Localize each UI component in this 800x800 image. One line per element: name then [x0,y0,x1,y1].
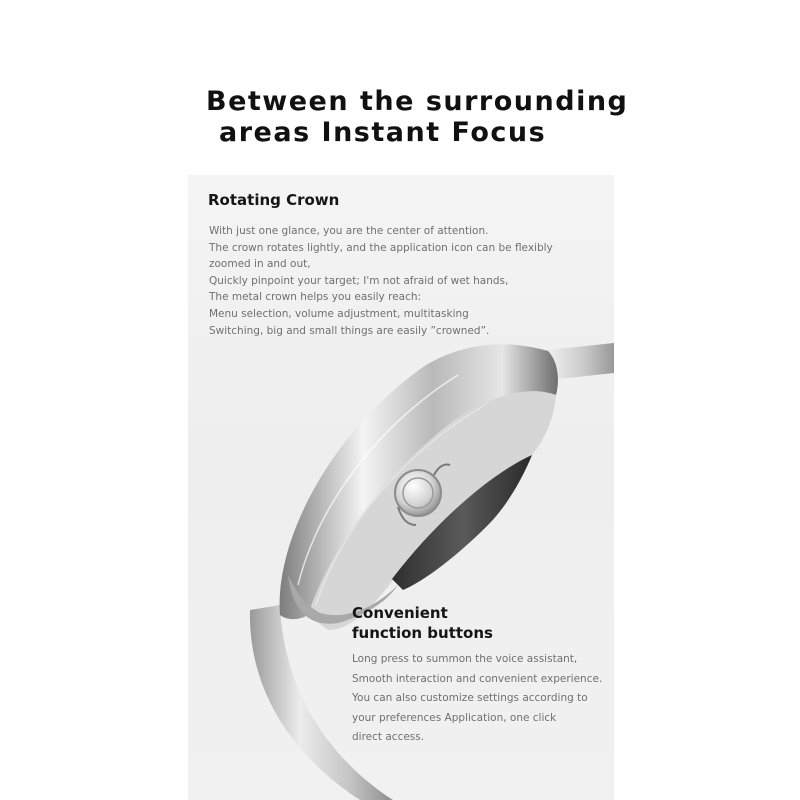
function-buttons-title-line-1: Convenient [352,604,448,622]
rotating-crown-description [209,223,589,339]
rotating-crown-title: Rotating Crown [208,191,340,209]
buttons-text-line: Long press to summon the voice assistant, [352,653,578,665]
crown-text-line: Switching, big and small things are easily ”crowned”. [209,324,490,337]
function-buttons-title [352,603,592,643]
crown-text-line: The metal crown helps you easily reach: [209,291,422,304]
page-headline [206,86,629,148]
headline-line-2: areas Instant Focus [219,117,547,148]
crown-text-line: The crown rotates lightly, and the application icon can be flexibly [209,241,553,254]
function-buttons-description [352,650,602,748]
crown-text-line: With just one glance, you are the center of attention. [209,225,489,237]
buttons-text-line: You can also customize settings according to [352,692,588,705]
crown-text-line: Menu selection, volume adjustment, multitasking [209,307,469,320]
buttons-text-line: your preferences Application, one click [352,711,557,724]
buttons-text-line: Smooth interaction and convenient experience. [352,672,603,685]
headline-line-1: Between the surrounding [206,86,629,117]
crown-text-line: zoomed in and out, [209,258,311,271]
function-buttons-title-line-2: function buttons [352,624,493,642]
buttons-text-line: direct access. [352,731,425,744]
crown-text-line: Quickly pinpoint your target; I'm not afraid of wet hands, [209,274,509,287]
